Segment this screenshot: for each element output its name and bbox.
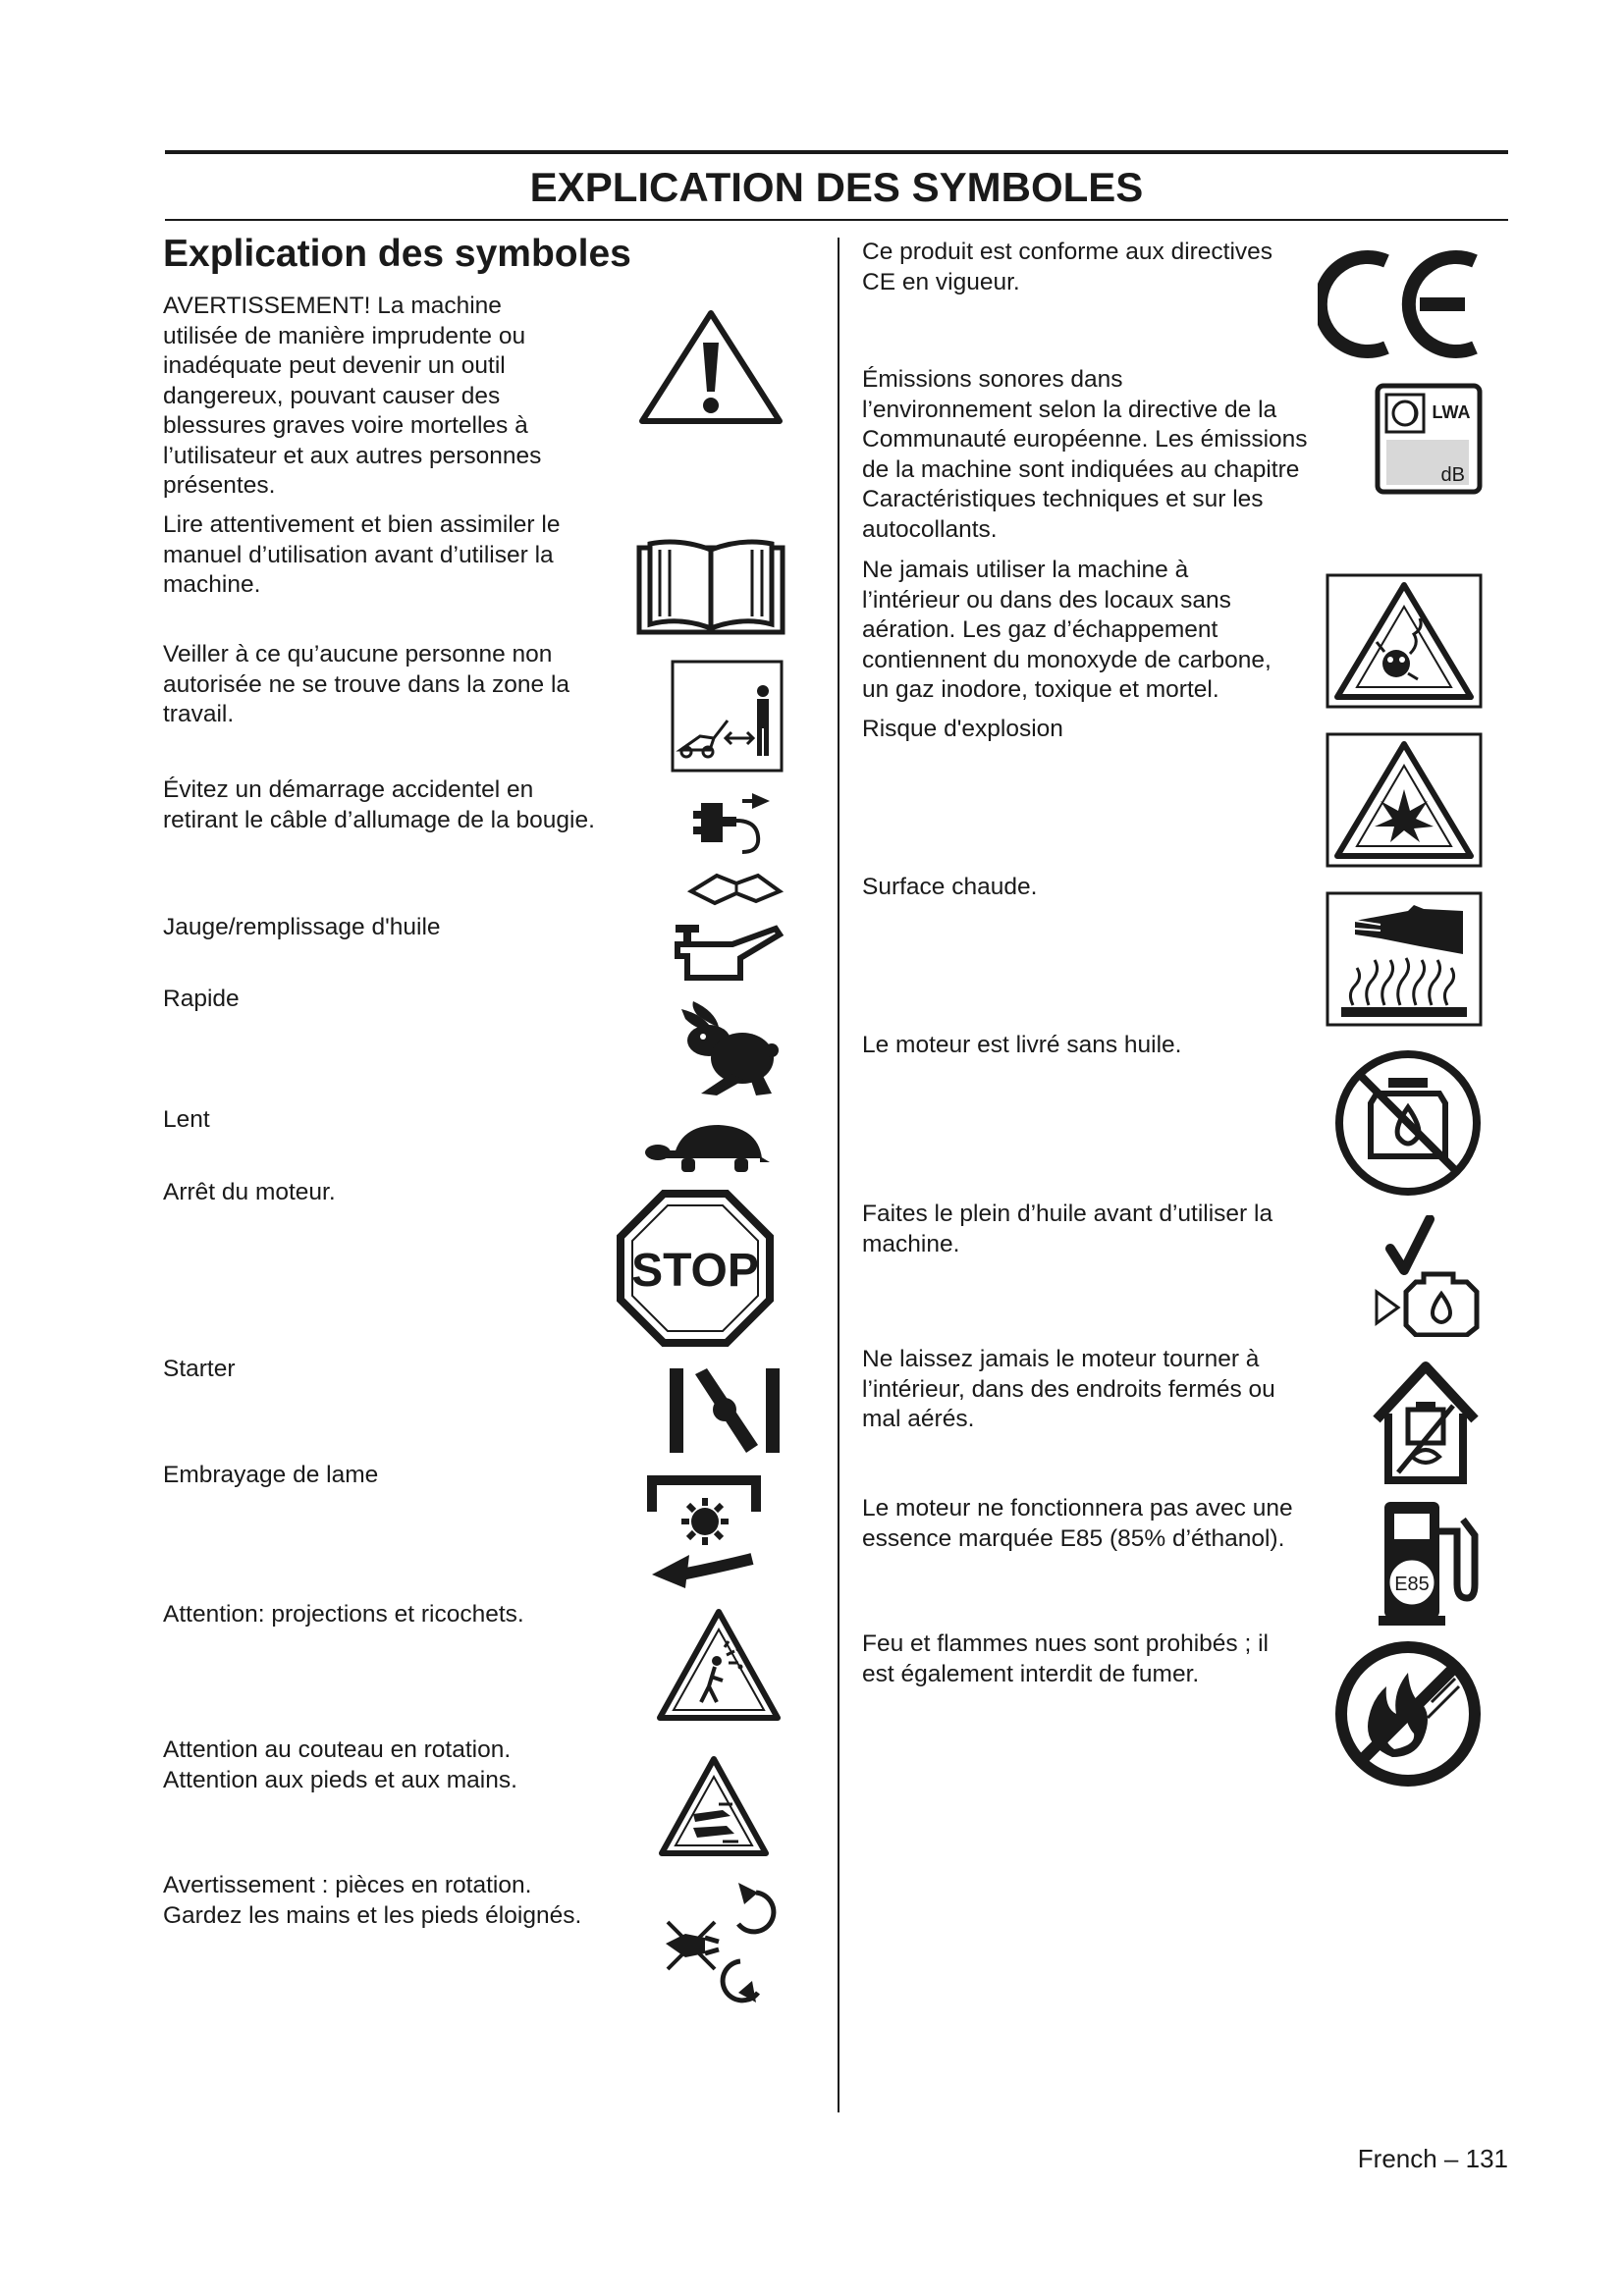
- symbol-text-explosion: Risque d'explosion: [862, 716, 1063, 742]
- hot-surface-icon: [1326, 891, 1483, 1027]
- symbol-text-warning: AVERTISSEMENT! La machine utilisée de manière imprudente ou inadéquate peut devenir un outil dangereux, pouvant causer des blessures graves voire mortelles à l’utilisateur et aux autres personnes présentes.: [163, 293, 542, 499]
- symbol-text-fast: Rapide: [163, 986, 240, 1012]
- stop-sign-icon: [617, 1190, 774, 1347]
- no-oil-icon: [1333, 1048, 1483, 1198]
- explosion-icon: [1326, 732, 1483, 868]
- rotating-parts-icon: [660, 1881, 780, 2004]
- symbol-text-nofire: Feu et flammes nues sont prohibés ; il est également interdit de fumer.: [862, 1630, 1269, 1687]
- symbol-text-hot: Surface chaude.: [862, 874, 1038, 900]
- fill-oil-icon: [1373, 1215, 1483, 1337]
- rotating-blade-icon: [658, 1755, 770, 1857]
- symbol-text-exhaust: Ne jamais utiliser la machine à l’intérieur ou dans des locaux sans aération. Les gaz d’échappement contiennent du monoxyde de carbone, un gaz inodore, toxique et mortel.: [862, 557, 1272, 703]
- oil-can-icon: [674, 921, 784, 982]
- symbol-text-knife: Attention au couteau en rotation. Attention aux pieds et aux mains.: [163, 1736, 517, 1793]
- column-divider: [838, 238, 839, 2112]
- symbol-text-rotating: Avertissement : pièces en rotation. Gardez les mains et les pieds éloignés.: [163, 1872, 582, 1929]
- symbol-text-bystanders: Veiller à ce qu’aucune personne non autorisée ne se trouve dans la zone la travail.: [163, 641, 570, 727]
- symbol-text-noise: Émissions sonores dans l’environnement selon la directive de la Communauté européenne. Les émissions de la machine sont indiquées au chapitre Caractéristiques techniques et sur les autocollants.: [862, 366, 1308, 543]
- ce-mark-icon: [1318, 247, 1483, 361]
- rabbit-icon: [672, 997, 780, 1099]
- symbol-text-spark: Évitez un démarrage accidentel en retirant le câble d’allumage de la bougie.: [163, 776, 595, 833]
- choke-icon: [668, 1366, 782, 1455]
- symbol-text-e85: Le moteur ne fonctionnera pas avec une essence marquée E85 (85% d’éthanol).: [862, 1495, 1293, 1552]
- stop-sign-label: STOP: [631, 1245, 759, 1297]
- no-open-flame-icon: [1333, 1639, 1483, 1789]
- toxic-fumes-icon: [1326, 573, 1483, 709]
- blade-clutch-icon: [642, 1472, 766, 1590]
- turtle-icon: [644, 1119, 770, 1178]
- symbol-text-indoors: Ne laissez jamais le moteur tourner à l’intérieur, dans des endroits fermés ou mal aérés.: [862, 1346, 1275, 1432]
- symbol-text-blade: Embrayage de lame: [163, 1462, 379, 1488]
- symbol-text-choke: Starter: [163, 1356, 236, 1382]
- e85-label: E85: [1394, 1574, 1430, 1595]
- symbol-text-slow: Lent: [163, 1106, 210, 1133]
- noise-label-lwa: LWA: [1432, 402, 1471, 422]
- section-heading: Explication des symboles: [163, 233, 631, 275]
- spark-plug-manual-icon: [687, 793, 784, 911]
- page-footer: French – 131: [1357, 2144, 1508, 2173]
- warning-triangle-icon: [638, 309, 784, 425]
- symbol-text-ce: Ce produit est conforme aux directives CE en vigueur.: [862, 239, 1273, 295]
- symbol-text-nooil: Le moteur est livré sans huile.: [862, 1032, 1182, 1058]
- page-title: EXPLICATION DES SYMBOLES: [529, 164, 1144, 210]
- title-underline: [165, 219, 1508, 221]
- thrown-objects-icon: [656, 1608, 782, 1722]
- no-indoor-running-icon: [1369, 1359, 1483, 1486]
- noise-emission-label-icon: [1375, 383, 1483, 495]
- symbol-text-oil: Jauge/remplissage d'huile: [163, 914, 441, 940]
- symbol-text-manual: Lire attentivement et bien assimiler le manuel d’utilisation avant d’utiliser la machine.: [163, 511, 561, 598]
- symbol-text-stop: Arrêt du moteur.: [163, 1179, 336, 1205]
- symbol-text-filloil: Faites le plein d’huile avant d’utiliser la machine.: [862, 1201, 1273, 1257]
- fuel-pump-e85-icon: [1377, 1496, 1481, 1628]
- noise-label-db: dB: [1440, 464, 1465, 486]
- open-book-icon: [636, 538, 785, 636]
- keep-bystanders-away-icon: [671, 660, 784, 773]
- symbol-text-projections: Attention: projections et ricochets.: [163, 1601, 524, 1628]
